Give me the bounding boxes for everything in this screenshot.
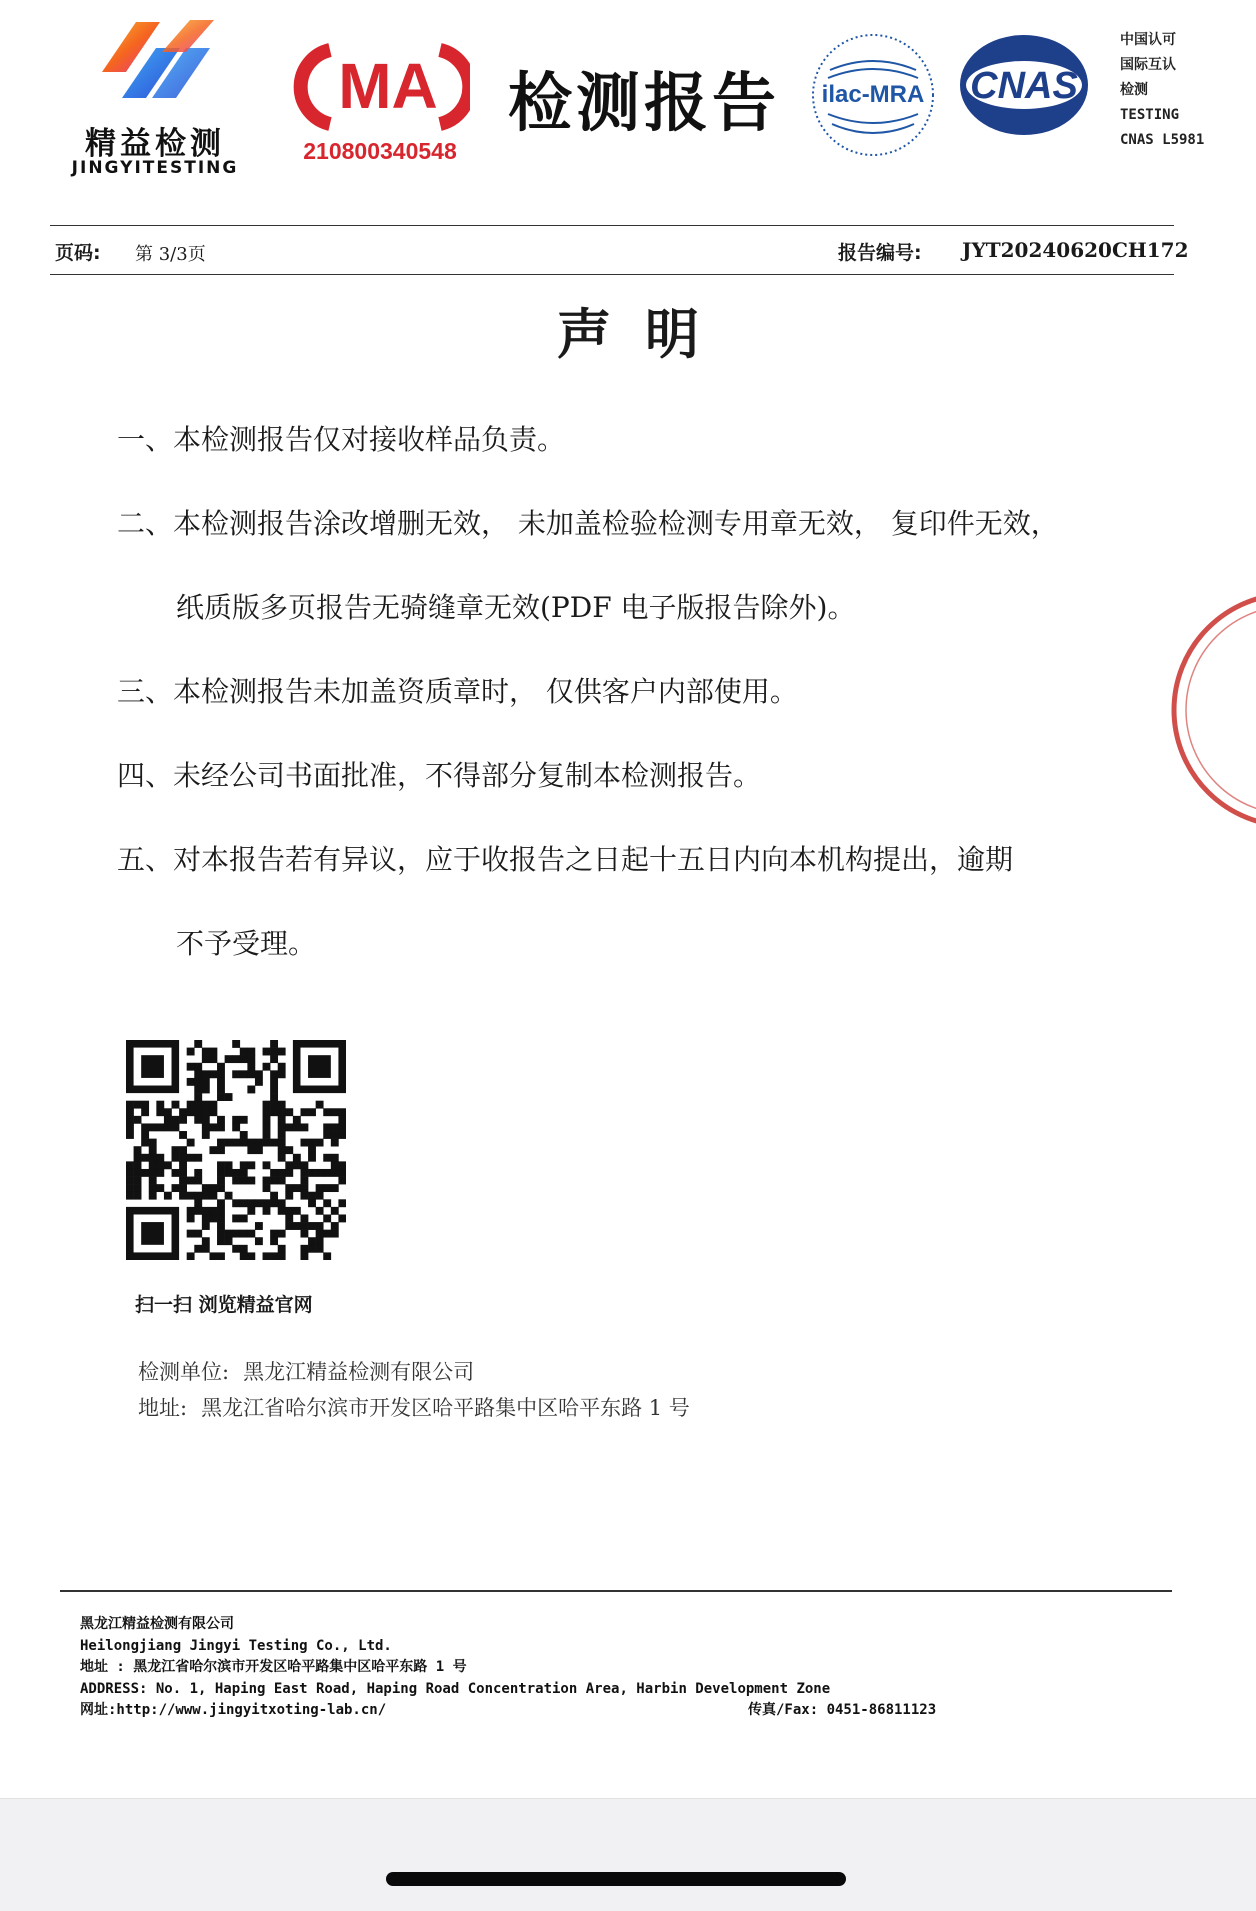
home-indicator[interactable]	[386, 1872, 846, 1886]
address-label: 地址:	[138, 1396, 188, 1420]
footer-rule	[60, 1590, 1172, 1592]
footer-address-cn: 地址 : 黑龙江省哈尔滨市开发区哈平路集中区哈平东路 1 号	[80, 1659, 467, 1675]
clause-3: 三、本检测报告未加盖资质章时， 仅供客户内部使用。	[117, 675, 798, 708]
report-number-label: 报告编号:	[838, 242, 922, 264]
cert-line: 国际互认	[1120, 57, 1176, 73]
page-value: 第 3/3页	[135, 244, 206, 265]
cnas-text: CNAS	[970, 65, 1078, 107]
clause-1: 一、本检测报告仅对接收样品负责。	[117, 423, 566, 456]
cert-line: 中国认可	[1120, 32, 1176, 48]
jingyi-logo-icon	[92, 12, 220, 108]
ilac-text: ilac-MRA	[821, 81, 925, 108]
logo-name: 精益检测	[85, 126, 225, 162]
page-label: 页码:	[55, 242, 101, 264]
footer-company-cn: 黑龙江精益检测有限公司	[80, 1616, 234, 1632]
cma-logo-icon	[290, 42, 470, 132]
cert-block	[1120, 28, 1204, 153]
logo-subtitle: JINGYITESTING	[71, 158, 239, 178]
company-stamp	[1160, 590, 1256, 830]
footer-fax: 传真/Fax: 0451-86811123	[748, 1702, 937, 1718]
cert-line: 检测	[1120, 82, 1148, 98]
clause-5-continued: 不予受理。	[176, 927, 317, 960]
footer-website[interactable]: 网址:http://www.jingyitxoting-lab.cn/	[80, 1702, 387, 1718]
cnas-logo-icon	[958, 32, 1090, 138]
report-title: 检测报告	[508, 67, 780, 141]
statement-title: 声明	[557, 303, 733, 366]
qr-caption: 扫一扫 浏览精益官网	[135, 1294, 313, 1316]
header-rule-top	[50, 225, 1174, 226]
clause-2: 二、本检测报告涂改增删无效， 未加盖检验检测专用章无效， 复印件无效，	[117, 507, 1059, 540]
qr-code[interactable]	[126, 1040, 346, 1260]
cma-text: MA	[338, 50, 438, 122]
address-value: 黑龙江省哈尔滨市开发区哈平路集中区哈平东路 1 号	[201, 1396, 690, 1420]
clause-5: 五、对本报告若有异议，应于收报告之日起十五日内向本机构提出，逾期	[117, 843, 1014, 876]
address-line	[138, 1392, 704, 1422]
footer-company-en: Heilongjiang Jingyi Testing Co., Ltd.	[80, 1637, 392, 1654]
testing-unit-line	[138, 1356, 488, 1386]
cma-number: 210800340548	[303, 138, 457, 164]
clause-2-continued: 纸质版多页报告无骑缝章无效(PDF 电子版报告除外)。	[176, 591, 856, 624]
bottom-bar	[0, 1798, 1256, 1911]
cert-line: TESTING	[1120, 107, 1180, 123]
ilac-mra-logo-icon	[808, 30, 938, 160]
report-number-value: JYT20240620CH172	[962, 238, 1189, 262]
header-rule-bottom	[50, 274, 1174, 275]
unit-label: 检测单位:	[138, 1360, 230, 1384]
cert-line: CNAS L5981	[1120, 132, 1205, 148]
clause-4: 四、未经公司书面批准，不得部分复制本检测报告。	[117, 759, 762, 792]
unit-value: 黑龙江精益检测有限公司	[243, 1360, 475, 1384]
footer-address-en: ADDRESS: No. 1, Haping East Road, Haping Road Concentration Area, Harbin Development Zone	[80, 1680, 831, 1697]
footer	[80, 1614, 937, 1722]
